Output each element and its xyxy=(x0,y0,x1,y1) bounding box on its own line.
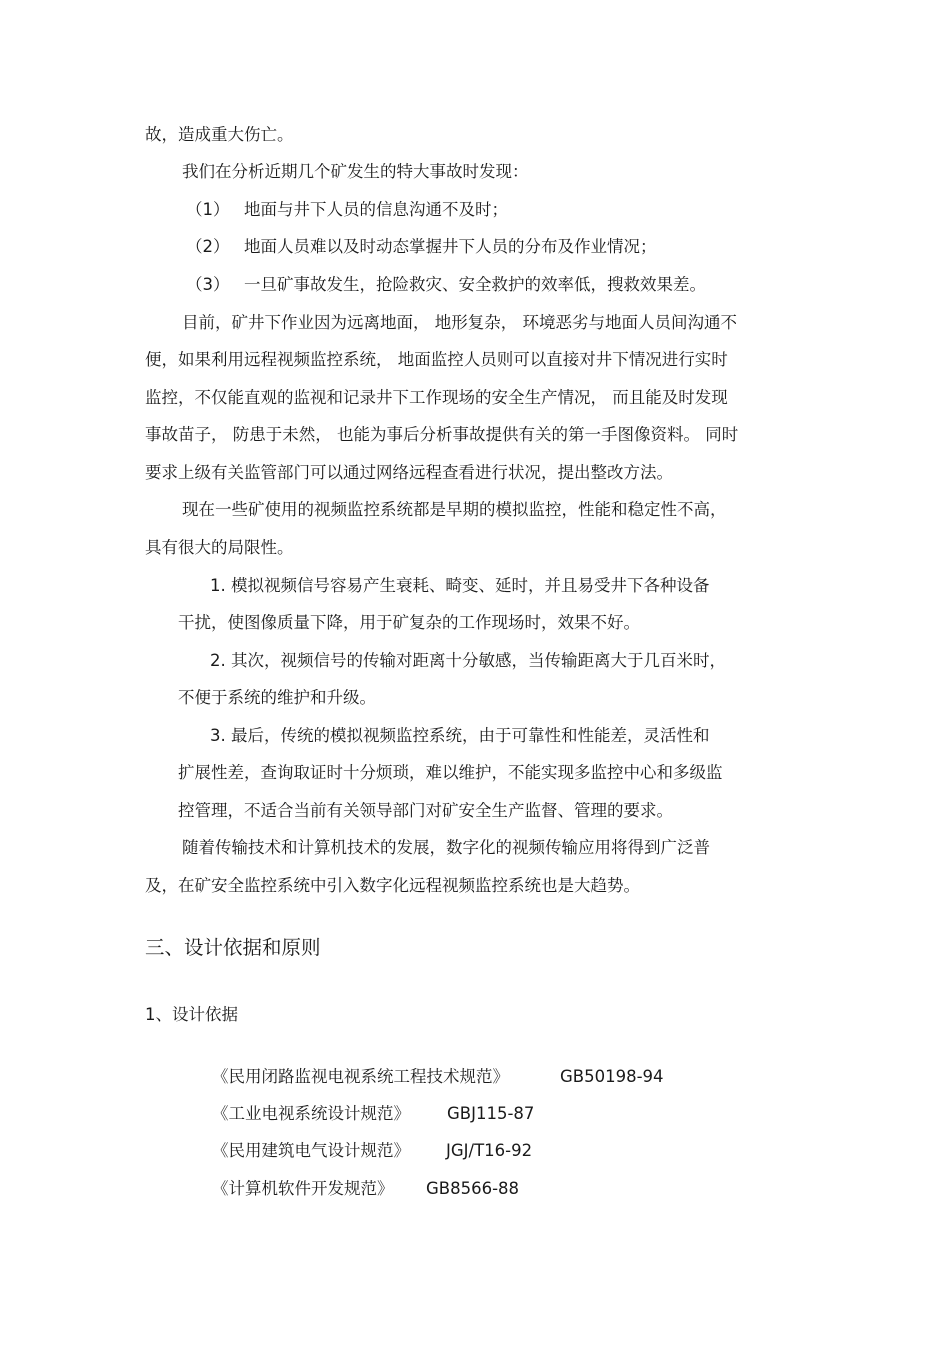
paragraph-line: 具有很大的局限性。 xyxy=(145,538,294,557)
section-heading: 三、设计依据和原则 xyxy=(145,936,321,959)
reference-code: GB8566-88 xyxy=(426,1179,520,1198)
reference-title: 《民用闭路监视电视系统工程技术规范》 xyxy=(212,1067,509,1086)
limitation-item-line: 扩展性差，查询取证时十分烦琐，难以维护，不能实现多监控中心和多级监 xyxy=(178,763,723,782)
limitation-item-first-line: 3. 最后，传统的模拟视频监控系统，由于可靠性和性能差，灵活性和 xyxy=(210,726,710,745)
reference-code: GBJ115-87 xyxy=(447,1104,535,1123)
reference-item xyxy=(212,1140,410,1162)
reference-item xyxy=(212,1066,509,1088)
reference-code: GB50198-94 xyxy=(560,1067,664,1086)
paragraph-line: 监控，不仅能直观的监视和记录井下工作现场的安全生产情况， 而且能及时发现 xyxy=(145,388,728,407)
limitation-item-line: 不便于系统的维护和升级。 xyxy=(178,688,376,707)
finding-text: 一旦矿事故发生，抢险救灾、安全救护的效率低，搜救效果差。 xyxy=(244,275,706,294)
reference-item xyxy=(212,1103,410,1125)
paragraph-line: 事故苗子， 防患于未然， 也能为事后分析事故提供有关的第一手图像资料。 同时 xyxy=(145,425,739,444)
finding-text: 地面与井下人员的信息沟通不及时； xyxy=(244,200,508,219)
finding-text: 地面人员难以及时动态掌握井下人员的分布及作业情况； xyxy=(244,237,657,256)
paragraph-line: 要求上级有关监管部门可以通过网络远程查看进行状况，提出整改方法。 xyxy=(145,463,673,482)
finding-number: （1） xyxy=(186,200,230,219)
reference-title: 《工业电视系统设计规范》 xyxy=(212,1104,410,1123)
paragraph-line: 及，在矿安全监控系统中引入数字化远程视频监控系统也是大趋势。 xyxy=(145,876,640,895)
limitation-item-line: 干扰，使图像质量下降，用于矿复杂的工作现场时，效果不好。 xyxy=(178,613,640,632)
limitation-item-first-line: 2. 其次，视频信号的传输对距离十分敏感，当传输距离大于几百米时， xyxy=(210,651,726,670)
paragraph-line: 随着传输技术和计算机技术的发展，数字化的视频传输应用将得到广泛普 xyxy=(182,838,710,857)
finding-number: （2） xyxy=(186,237,230,256)
reference-code: JGJ/T16-92 xyxy=(446,1141,533,1160)
subsection-heading: 1、设计依据 xyxy=(145,1005,238,1024)
finding-number: （3） xyxy=(186,275,230,294)
reference-title: 《计算机软件开发规范》 xyxy=(212,1179,394,1198)
reference-title: 《民用建筑电气设计规范》 xyxy=(212,1141,410,1160)
reference-item xyxy=(212,1178,394,1200)
limitation-item-first-line: 1. 模拟视频信号容易产生衰耗、畸变、延时，并且易受井下各种设备 xyxy=(210,576,710,595)
finding-intro-text: 我们在分析近期几个矿发生的特大事故时发现： xyxy=(182,162,529,181)
intro-tail-text: 故，造成重大伤亡。 xyxy=(145,125,294,144)
paragraph-line: 现在一些矿使用的视频监控系统都是早期的模拟监控，性能和稳定性不高， xyxy=(182,500,727,519)
limitation-item-line: 控管理，不适合当前有关领导部门对矿安全生产监督、管理的要求。 xyxy=(178,801,673,820)
paragraph-line: 便，如果利用远程视频监控系统， 地面监控人员则可以直接对井下情况进行实时 xyxy=(145,350,728,369)
paragraph-line: 目前，矿井下作业因为远离地面， 地形复杂， 环境恶劣与地面人员间沟通不 xyxy=(182,313,737,332)
